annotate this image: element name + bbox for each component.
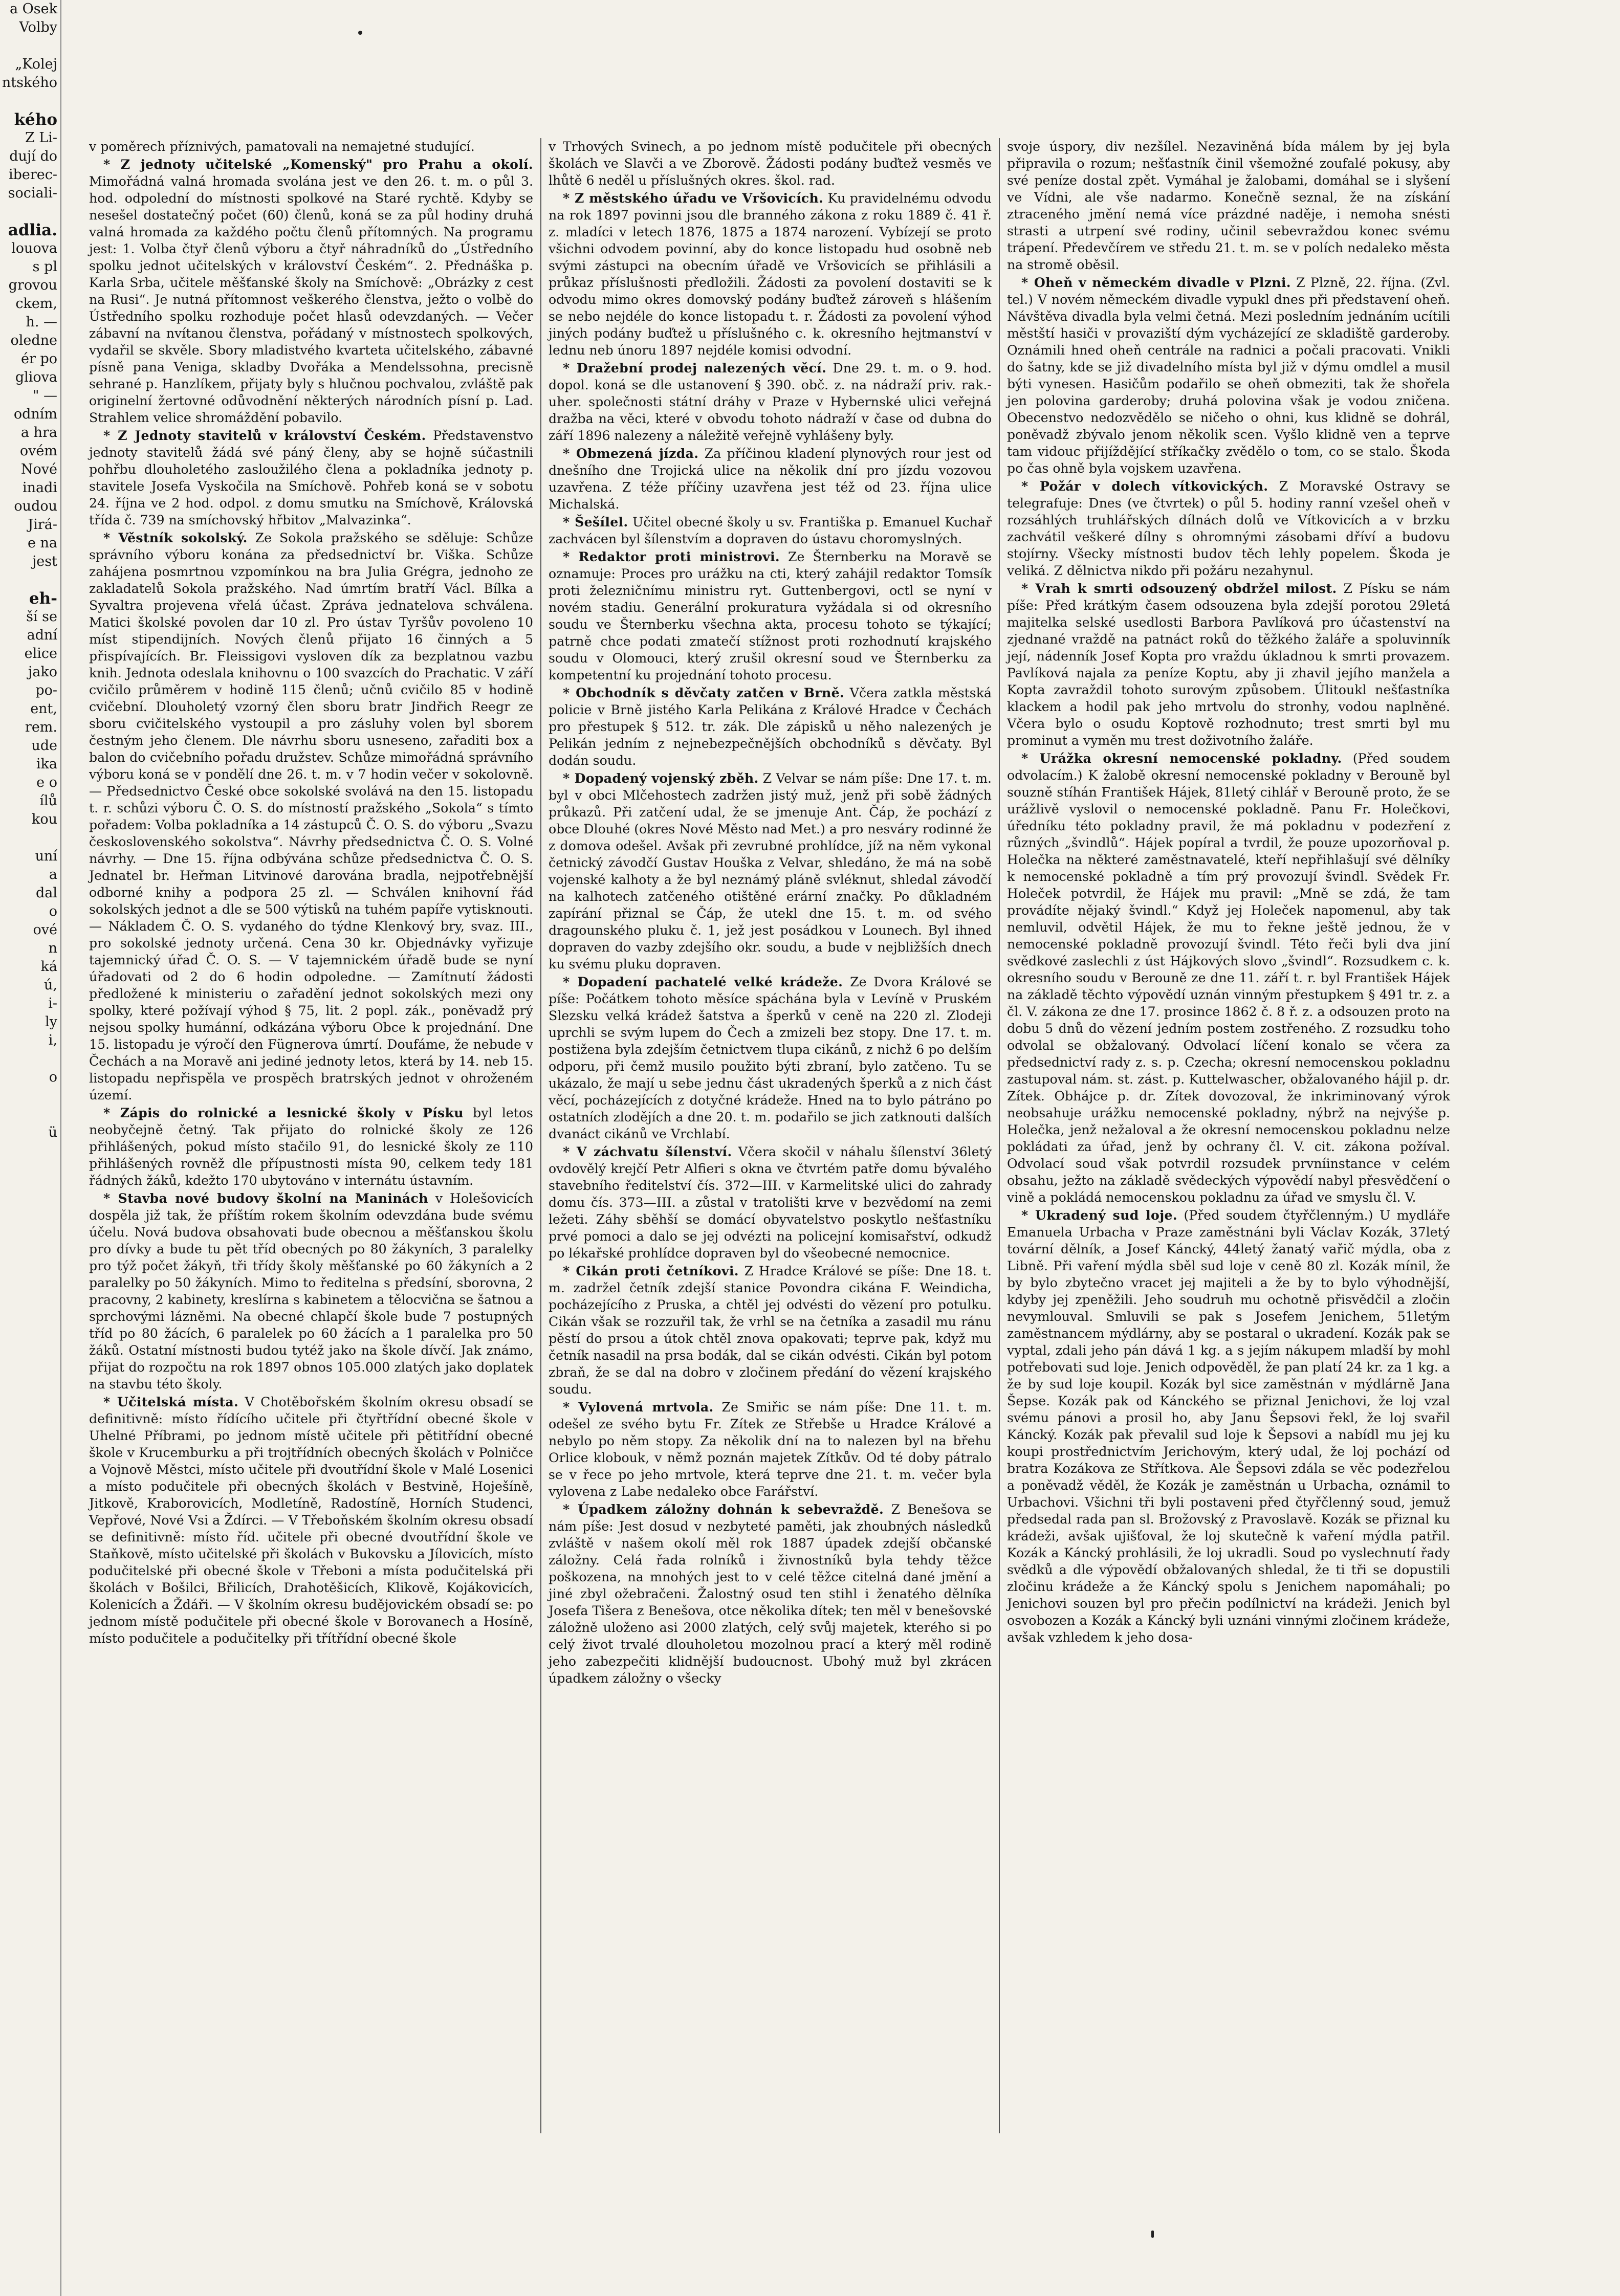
strip-line: ovém: [19, 443, 57, 459]
strip-line: uní: [35, 848, 57, 864]
strip-line: kou: [31, 811, 57, 827]
article-body: Ze Dvora Králové se píše: Počátkem tohoto měsíce spáchána byla v Levíně v Pruském Slezsku velká krádež šatstva a šperků v ceně na 220 zl. Zlodeji uprchli se svým lupem do Čech a zmizeli bez stopy. Dne 17. t. m. postižena byla zdejším četnictvem tlupa cikánů, z nichž 6 po delším odporu, při čemž musilo použito býti zbraní, bylo zatčeno. Tu se ukázalo, že mají u sebe jednu část ukradených šperků a z nich část věcí, pocházejících z dotyčné krádeže. Hned na to bylo pátráno po ostatních zlodějích a dne 20. t. m. podařilo se jich zatknouti dalších dvanáct cikánů ve Vrchlabí.: [549, 975, 992, 1141]
article-body: v Trhových Svinech, a po jednom místě podučitele při obecných školách ve Slavči a ve Zborově. Žádosti podány buďtež vesměs ve lhůtě 6 neděl u příslušných okres. škol. rad.: [549, 139, 992, 188]
article-paragraph: [549, 514, 992, 547]
strip-line: kého: [14, 111, 57, 129]
strip-line: po-: [35, 682, 57, 698]
strip-line: ká: [40, 959, 57, 975]
strip-line: ú,: [44, 977, 57, 993]
article-headline: * Vylovená mrtvola.: [563, 1399, 714, 1415]
article-body: Z Velvar se nám píše: Dne 17. t. m. byl v obci Mlčehostech zadržen jistý muž, jenž při sobě žádných průkazů. Při zatčení udal, že se jmenuje Ant. Čáp, že pochází z obce Dlouhé (okres Nové Město nad Met.) a pro nesváry rodinné že z domova odešel. Avšak při zevrubné prohlídce, jíž na něm vykonal četnický závodčí Gustav Houška z Velvar, shledáno, že má na sobě vojenské kalhoty a že byl neznámý pláně svléknut, shledal závodčí na kalhotech zatčeného otištěné erární značky. Po důkladném zapírání přiznal se Čáp, že utekl dne 15. t. m. od svého dragounského pluku č. 1, jež jest posádkou v Lounech. Byl ihned dopraven do vazby zdejšího okr. soudu, a bude v nejbližších dnech ku svému pluku dopraven.: [549, 771, 992, 972]
strip-line: a Osek: [9, 1, 57, 17]
strip-line: oudou: [14, 498, 57, 514]
article-paragraph: [89, 529, 533, 1103]
print-speck: [1151, 2231, 1154, 2238]
strip-line: [0, 829, 60, 847]
strip-line: e o: [36, 775, 57, 790]
article-paragraph: [1007, 750, 1450, 1206]
strip-line: oledne: [10, 333, 57, 348]
article-headline: * Úpadkem záložny dohnán k sebevraždě.: [563, 1502, 884, 1517]
strip-line: sociali-: [8, 185, 57, 201]
article-paragraph: [549, 1501, 992, 1687]
strip-line: ude: [31, 738, 57, 754]
article-body: Mimořádná valná hromada svolána jest ve den 26. t. m. o půl 3. hod. odpolední do místnosti spolkové na Staré rychtě. Kdyby se nesešel dostatečný počet (60) členů, koná se za půl hodiny druhá valná hromada za každého počtu členů přítomných. Na programu jest: 1. Volba čtyř členů výboru a čtyř náhradníků do „Ústředního spolku jednot učitelských v království Českém“. 2. Přednáška p. Karla Srba, učitele měšťanské školy na Smíchově: „Obrázky z cest na Rusi“. Je nutná přítomnost veškerého členstva, ježto o volbě do Ústředního spolku rozhoduje počet hlasů odevzdaných. — Večer zábavní na nvítanou členstva, pořádaný v místnostech spolkových, vydařil se skvěle. Sbory mladistvého kvarteta učitelského, zábavné písně pana Veniga, skladby Dvořáka a Mendelssohna, precisně sehrané p. Hanzlíkem, přijaty byly s hlučnou pochvalou, zvláště pak originelní žertovné odůvodnění některých národních písní p. Lad. Strahlem velice shromáždění pobavilo.: [89, 174, 533, 425]
strip-line: dují do: [9, 148, 57, 164]
strip-line: [0, 203, 60, 221]
strip-line: Z Li-: [25, 130, 57, 146]
article-headline: * Z Jednoty stavitelů v království Českém.: [103, 428, 426, 443]
article-paragraph: [1007, 580, 1450, 749]
strip-line: Volby: [19, 19, 57, 35]
article-paragraph: [89, 1394, 533, 1647]
article-paragraph: [89, 156, 533, 426]
article-headline: * Obchodník s děvčaty zatčen v Brně.: [563, 685, 844, 700]
article-headline: * Zápis do rolnické a lesnické školy v Písku: [103, 1105, 464, 1120]
article-body: Za příčinou kladení plynových rour jest od dnešního dne Trojická ulice na několik dní pro jízdu vozovou uzavřena. Z téže příčiny uzavřena jest též od 23. října ulice Michalská.: [549, 446, 992, 512]
article-body: byl letos neobyčejně četný. Tak přijato do rolnické školy ze 126 přihlášených, pokud místo stačilo 91, do lesnické školy ze 110 přihlášených rovněž dle přípustnosti místa 90, celkem tedy 181 řádných žáků, kdežto 170 ubytováno v internátu ústavním.: [89, 1106, 533, 1188]
article-paragraph: [549, 685, 992, 769]
article-body: Učitel obecné školy u sv. Františka p. Emanuel Kuchař zachvácen byl šílenstvím a dopraven do ústavu choromyslných.: [549, 515, 992, 546]
article-body: v Holešovicích dospěla již tak, že příštím rokem školním odevzdána bude svému účelu. Nová budova obsahovati bude obecnou a měšťanskou školu pro dívky a bude tu pět tříd obecných po 80 žákyních, 3 paralelky pro týž počet žákyň, tři třídy školy měšťanské po 60 žákyních a 2 paralelky po 50 žákyních. Mimo to ředitelna s předsíní, sborovna, 2 pracovny, 2 kabinety, kreslírna s kabinetem a tělocvična se šatnou a sprchovými lázněmi. Na obecné chlapčí škole bude 7 postupných tříd po 80 žácích, 6 paralelek po 60 žácích a 1 paralelka pro 50 žáků. Ostatní místnosti budou tytéž jako na škole dívčí. Jak známo, přijat do rozpočtu na rok 1897 obnos 105.000 zlatých jako doplatek na stavbu této školy.: [89, 1191, 533, 1392]
strip-line: grovou: [8, 277, 57, 293]
article-paragraph: [1007, 138, 1450, 273]
article-body: v poměrech příznivých, pamatovali na nemajetné studující.: [89, 139, 475, 154]
strip-line: ckem,: [15, 296, 57, 312]
strip-line: ü: [48, 1124, 57, 1140]
strip-line: adlia.: [8, 221, 57, 239]
article-headline: * Obmezená jízda.: [563, 446, 699, 461]
strip-line: ika: [36, 756, 57, 772]
strip-line: rem.: [25, 719, 57, 735]
strip-line: " —: [32, 388, 57, 404]
strip-line: ové: [33, 922, 57, 938]
article-headline: * V záchvatu šílenství.: [563, 1144, 732, 1159]
strip-line: gliova: [15, 369, 57, 385]
strip-line: ent,: [30, 701, 57, 717]
article-body: Z Plzně, 22. října. (Zvl. tel.) V novém německém divadle vypukl dnes při představení oheň. Návštěva divadla byla velmi četná. Mezi posledním jednáním ucítili městští hasiči v provaziští dým vycházející ze skladiště garderoby. Oznámili hned oheň centrále na radnici a počali pracovati. Vnikli do šatny, kde se již divadelního místa byl již v dýmu omdlel a musil býti vynesen. Hasičům podařilo se oheň obmeziti, tak že shořela jen polovina garderoby; druhá polovina však je vodou zničena. Obecenstvo nedozvědělo se ničeho o ohni, kus klidně se dohrál, poněvadž zbývalo jenom několik scen. Vyšlo klidně ven a teprve tam vidouc přijíždějící stříkačky zvědělo o tom, co se stalo. Škoda po čas ohně byla vojskem uzavřena.: [1007, 275, 1450, 476]
strip-line: ší se: [26, 609, 57, 625]
article-body: (Před soudem odvolacím.) K žalobě okresní nemocenské pokladny v Berouně byl souzně stíhán František Hájek, 81letý cihlář v Berouně proto, že se urážlivě vyslovil o nemocenské pokladně. Panu Fr. Holečkovi, úředníku této pokladny pravil, že má pokladnu v podezření z různých „švindlů“. Hájek popíral a tvrdil, že pouze upozorňoval p. Holečka na některé zaměstnavatelé, kteří nepřihlašují své dělníky k nemocenské pokladně a tím prý provozují švindl. Svědek Fr. Holeček potvrdil, že Hájek mu pravil: „Mně se zdá, že tam provádíte nějaký švindl.“ Když jej Holeček napomenul, aby tak nemluvil, odvětil Hájek, že mu to řekne ještě jednou, že v nemocenské pokladně provozují švindl. Této řeči byli dva jiní svědkové zaslechli z úst Hájkových slovo „švindl“. Rozsudkem c. k. okresního soudu v Berouně ze dne 11. září t. r. byl František Hájek na základě těchto výpovědí uznán vinným přestupkem § 491 tr. z. a čl. V. zákona ze dne 17. prosince 1862 č. 8 ř. z. a odsouzen proto na dobu 5 dnů do vězení jedním postem zostřeného. Z rozsudku toho odvolal se obžalovaný. Odvolací líčení konalo se včera za předsednictví rady z. s. p. Czecha; okresní nemocenskou pokladnu zastupoval nám. st. zást. p. Kuttelwascher, obžalovaného hájil p. dr. Zítek. Obhájce p. dr. Zítek dovozoval, že inkriminovaný výrok neobsahuje urážku nemocenské pokladny, nýbrž na nejvýše p. Holečka, jenž nežaloval a že okresní nemocenskou pokladnu nelze pokládati za úřad, jenž by ochrany čl. V. cit. zákona požíval. Odvolací soud však potvrdil rozsudek prvníinstance v celém obsahu, ježto na základě svědeckých výpovědí nabyl přesvědčení o vině a pokládá nemocenskou pokladnu za úřad ve smyslu čl. V.: [1007, 751, 1450, 1205]
article-headline: * Redaktor proti ministrovi.: [563, 549, 780, 564]
article-paragraph: [89, 1190, 533, 1393]
article-headline: * Stavba nové budovy školní na Maninách: [103, 1190, 428, 1206]
article-paragraph: [89, 427, 533, 528]
article-body: Ze Sokola pražského se sděluje: Schůze správního výboru konána za předsednictví br. Viška. Schůze zahájena posmrtnou vzpomínkou na bra Julia Grégra, jednoho ze zakladatelů Sokola pražského. Nad úmrtím bratří Václ. Bílka a Syvaltra projevena vřelá účast. Zpráva jednatelova schválena. Matici školské povolen dar 10 zl. Pro ústav Tyršův povoleno 10 míst stipendijních. Nových členů přijato 16 činných a 5 přispívajících. Br. Fleissigovi vysloven dík za bezplatnou vazbu knih. Jednota odeslala knihovnu o 100 svazcích do Prachatic. V září cvičilo průměrem v hodině 115 členů; učnů cvičilo 85 v hodině cvičební. Dlouholetý vzorný člen sboru bratr Jindřich Reegr ze sboru cvičitelského vystoupil a pro zásluhy volen byl sborem čestným jeho členem. Dle návrhu sboru usneseno, zařaditi box a balon do cvičebního pořadu družstev. Schůze mimořádná správního výboru koná se v pondělí dne 26. t. m. v 7 hodin večer v sokolovně. — Předsednictvo České obce sokolské svolává na den 15. listopadu t. r. schůzi výboru Č. O. S. do místností pražského „Sokola“ s tímto pořadem: Volba pokladníka a 14 zástupců Č. O. S. do výboru „Svazu československého sokolstva“. Návrhy předsednictva Č. O. S. Volné návrhy. — Dne 15. října odbývána schůze předsednictva Č. O. S. Jednatel br. Heřman Litvinové darována bradla, nejpotřebnější odborné knihy a podpora 25 zl. — Schválen knihovní řád sokolských jednot a dle se 500 výtisků na tuhém papíře vytisknouti. — Nákladem Č. O. S. vydaného do týdne Klenkový bry, svaz. III., pro sokolské jednoty určená. Cena 30 kr. Objednávky vyřizuje tajemnický úřad Č. O. S. — V tajemnickém úřadě bude se nyní úřadovati od 2 do 6 hodin odpoledne. — Zamítnutí žádosti předložené k ministeriu o zařadění jednot sokolských mezi ony spolky, které požívají výhod § 75, lit. 2 popl. zák., poněvadž prý nejsou spolky humánní, odkázána výboru Obce k projednání. Dne 15. listopadu je výročí den Fügnerova úmrtí. Doufáme, že nebude v Čechách a na Moravě ani jediné jednoty letos, která by 14. neb 15. listopadu nepřispěla ve prospěch bratrských jednot v ohroženém území.: [89, 531, 533, 1102]
article-paragraph: [549, 1143, 992, 1262]
strip-line: a hra: [20, 425, 57, 440]
article-paragraph: [549, 445, 992, 513]
article-body: Z Hradce Králové se píše: Dne 18. t. m. zadržel četník zdejší stanice Povondra cikána F. Weindicha, pocházejícího z Pruska, a chtěl jej odvésti do vězení pro potulku. Cikán však se rozzuřil tak, že vrhl se na četníka a zasadil mu ránu pěstí do prsou a útok chtěl znova opakovati; teprve pak, když mu četník nasadil na prsa bodák, dal se cikán odvésti. Cikán byl potom zbraň, že se dal na dobro v zločinem předání do vězení krajského soudu.: [549, 1264, 992, 1397]
article-paragraph: [549, 770, 992, 973]
left-adjacent-page-strip: [0, 0, 61, 2296]
article-headline: * Dražební prodej nalezených věcí.: [563, 360, 827, 376]
article-paragraph: [549, 360, 992, 444]
strip-line: jako: [28, 664, 57, 680]
article-paragraph: [89, 138, 533, 155]
strip-line: louova: [11, 240, 57, 256]
article-columns: [82, 138, 1474, 2133]
article-paragraph: [549, 190, 992, 359]
strip-line: [0, 37, 60, 55]
article-headline: * Šešílel.: [563, 514, 628, 529]
article-body: Ku pravidelnému odvodu na rok 1897 povinni jsou dle branného zákona z roku 1889 č. 41 ř. z. mladíci v letech 1876, 1875 a 1874 narození. Vybízejí se proto všichni odvodem povinní, aby do konce listopadu hud osobně neb svými zástupci na obecním úřadě ve Vršovicích se přihlásili a průkaz příslušnosti předložili. Žádosti za povolení dostaviti se k odvodu mimo okres domovský podány buďtež zároveň s hlášením se nebo nejdéle do konce listopadu t. r. Žádosti za povolení výhod jiných podány buďtež u příslušného c. k. okresního hejtmanství v lednu neb únoru 1897 nejdéle komisi odvodní.: [549, 191, 992, 358]
article-paragraph: [1007, 1207, 1450, 1646]
strip-line: inadi: [22, 480, 57, 496]
article-paragraph: [549, 974, 992, 1142]
article-headline: * Z městského úřadu ve Vršovicích.: [563, 190, 824, 206]
column-3: [999, 138, 1457, 2133]
strip-line: [0, 1050, 60, 1068]
strip-line: i,: [48, 1032, 57, 1048]
strip-line: n: [48, 940, 57, 956]
strip-line: i-: [48, 996, 57, 1011]
strip-line: [0, 92, 60, 111]
article-body: V Chotěbořském školním okresu obsadí se definitivně: místo řídícího učitele při čtyřtřídní obecné škole v Uhelné Příbrami, po jednom místě učitele při pětitřídní obecné škole v Krucemburku a při trojtřídních obecných školách v Polničce a Vojnově Městci, místo učitele při dvoutřídní škole v Malé Losenici a místo podučitele při obecných školách v Bestvině, Hoješíně, Jitkově, Kraborovicích, Modletíně, Radostíně, Horních Studenci, Vepřové, Nové Vsi a Ždírci. — V Třeboňském školním okresu obsadí se definitivně: místo říd. učitele při obecné dvoutřídní škole ve Staňkově, místo učitelské při školách v Bukovsku a Jílovicích, místo podučitelské při obecné škole v Třeboni a místa podučitelská při školách v Bošilci, Břilicích, Drahotěšicích, Klikově, Kojákovicích, Kolenicích a Ždáři. — V školním okresu budějovickém obsadí se: po jednom místě podučitele při obecné škole v Borovanech a Hosíně, místo podučitele a podučitelky při třítřídní obecné škole: [89, 1395, 533, 1646]
strip-line: a: [49, 867, 57, 882]
strip-line: ly: [45, 1014, 57, 1030]
strip-line: o: [49, 1069, 57, 1085]
strip-line: o: [49, 903, 57, 919]
article-body: Ze Šternberku na Moravě se oznamuje: Proces pro urážku na cti, který zahájil redaktor Tomsík proti železničnímu ministru ryt. Guttenbergovi, octl se nyní v novém stadiu. Generální prokuratura vyžádala si od okresního soudu ve Šternberku všechna akta, procesu tohoto se týkající; patrně chce podati zmatečí stížnost proti rozhodnutí krajského soudu v Olomouci, který zrušil okresní soud ve Šternberku za kompetentní ku projednání tohoto procesu.: [549, 549, 992, 682]
article-body: (Před soudem čtyřčlenným.) U mydláře Emanuela Urbacha v Praze zaměstnáni byli Václav Kozák, 37letý tovární dělník, a Josef Káncký, 44letý žanatý vařič mýdla, oba z Libně. Při vaření mýdla sběl sud loje v ceně 80 zl. Kozák mínil, že by bylo zbytečno vracet jej majiteli a že by to bylo výhodnější, kdyby jej zpeněžili. Jeho soudruh mu ochotně přisvědčil a zločin nevymlouval. Smluvili se pak s Josefem Jenichem, 51letým zaměstnancem mýdlárny, aby se postaral o ukradení. Kozák pak se vyptal, zdali jeho pán dává 1 kg. a s jejím nákupem mladší by mohl potřebovati sud loje. Jenich odpověděl, že pan platí 24 kr. za 1 kg. a že by sud loje koupil. Kozák byl sice zaměstnán v mýdlárně Jana Šepse. Kozák pak od Kánckého se přiznal Jenichovi, že loj vzal svému pánovi a prosil ho, aby Janu Šepsovi řekl, že loj svařil Káncký. Kozák pak převalil sud loje k Šepsovi a nabídl mu jej ku koupi prostřednictvím Jerichovým, který udal, že loj pochází od bratra Kozákova ze Střítkova. Ale Šepsovi zdála se věc podezřelou a poněvadž věděl, že Kozák je zaměstnán u Urbacha, oznámil to Urbachovi. Všichni tři byli postaveni před čtyřčlenný soud, jemuž předsedal rada pan sl. Brožovský z Pravoslavě. Kozák se přiznal ku krádeži, avšak ujišťoval, že loj skutečně k vaření mýdla patřil. Kozák a Káncký prohlásili, že loj ukradli. Soud po vyslechnutí řady svědků a dle výpovědí obžalovaných shledal, že ti tři se dopustili zločinu krádeže a že Káncký spolu s Jenichem napomáhali; po Jenichovi souzen byl pro přečin podílnictví na krádeži. Jenich byl osvobozen a Kozák a Káncký byli uznáni vinnými zločinem krádeže, avšak vzhledem k jeho dosa-: [1007, 1208, 1450, 1645]
article-body: svoje úspory, div nezšílel. Nezaviněná bída málem by jej byla připravila o rozum; nešťastník činil všemožné zoufalé pokusy, aby své peníze dostal zpět. Vymáhal je žalobami, domáhal se i slyšení ve Vídni, ale vše nadarmo. Konečně seznal, že na získání ztraceného jmění nemá více prázdné naděje, i nemoha snésti strasti a utrpení své rodiny, učinil sebevraždou konec svému trápení. Předevčírem ve středu 21. t. m. se v polích nedaleko města na stromě oběsil.: [1007, 139, 1450, 272]
strip-line: dal: [35, 885, 57, 901]
article-body: Z Moravské Ostravy se telegrafuje: Dnes (ve čtvrtek) o půl 5. hodiny ranní vzešel oheň v rozsáhlých truhlářských dílnách dolů ve Vítkovicích a v brzku zachvátil veškeré dílny s ohromnými zásobami dříví a budovu stojírny. Všecky místnosti budov těch lehly popelem. Škoda je veliká. Z dělnictva nikdo při požáru nezahynul.: [1007, 479, 1450, 578]
article-headline: * Urážka okresní nemocenské pokladny.: [1021, 750, 1342, 766]
article-body: Ze Smiřic se nám píše: Dne 11. t. m. odešel ze svého bytu Fr. Zítek ze Střebše u Hradce Králové a nebylo po něm stopy. Za několik dní na to nalezen byl na břehu Orlice klobouk, v němž poznán majetek Zítkův. Od té doby pátralo se v řece po jeho mrtvole, která teprve dne 21. t. m. večer byla vylovena z Labe nedaleko obce Farářství.: [549, 1400, 992, 1499]
article-paragraph: [549, 138, 992, 189]
article-headline: * Věstník sokolský.: [103, 530, 248, 545]
article-paragraph: [549, 1399, 992, 1500]
article-headline: * Oheň v německém divadle v Plzni.: [1021, 275, 1291, 290]
strip-line: Nové: [20, 461, 57, 477]
strip-line: Jirá-: [28, 517, 57, 533]
column-2: [540, 138, 999, 2133]
strip-line: h. —: [26, 314, 57, 330]
article-paragraph: [1007, 478, 1450, 579]
strip-line: s pl: [32, 259, 57, 275]
article-body: Představenstvo jednoty stavitelů žádá své páný členy, aby se hojně súčastnili pohřbu dlouholetého zasloužilého člena a pokladníka jednoty p. stavitele Josefa Vyskočila na Smíchově. Pohřeb koná se v sobotu 24. října ve 2 hod. odpol. z domu smutku na Smíchově, Královská třída č. 739 na smíchovský hřbitov „Malvazinka“.: [89, 428, 533, 527]
print-speck: [358, 31, 362, 35]
article-paragraph: [89, 1105, 533, 1189]
strip-line: odním: [13, 406, 57, 422]
article-headline: * Dopadení pachatelé velké krádeže.: [563, 974, 843, 989]
column-1: [82, 138, 540, 2133]
article-headline: * Vrah k smrti odsouzený obdržel milost.: [1021, 581, 1337, 596]
article-body: Dne 29. t. m. o 9. hod. dopol. koná se dle ustanovení § 390. obč. z. na nádraží priv. rak.-uher. společnosti státní dráhy v Praze v Hybernské ulici veřejná dražba na věci, které v obvodu tohoto nádraží v čase od dubna do září 1896 nalezeny a náležitě veřejně vyhlášeny byly.: [549, 361, 992, 443]
article-paragraph: [1007, 274, 1450, 477]
strip-line: [0, 571, 60, 589]
article-body: Z Písku se nám píše: Před krátkým časem odsouzena byla zdejší porotou 29letá majitelka selské usedlosti Barbora Pavlíková pro účastenství na zjednané vraždě na patnáct roků do těžkého žaláře a spoluvinník její, nádenník Josef Kopta pro vraždu úkladnou k smrti provazem. Pavlíková najala za peníze Koptu, aby ji zhavil jejího manžela a Kopta zavraždil tohoto surovým způsobem. Úlitoukl nešťastníka klackem a hodil pak jeho mrtvolu do stronhy, vodou naplněné. Včera bylo o osudu Koptově rozhodnuto; trest smrti byl mu prominut a vyměn mu trest doživotního žaláře.: [1007, 581, 1451, 748]
strip-line: ntského: [2, 75, 57, 91]
article-paragraph: [549, 548, 992, 683]
strip-line: [0, 1087, 60, 1105]
strip-line: iberec-: [8, 167, 57, 183]
article-body: Včera skočil v náhalu šílenství 36letý ovdovělý krejčí Petr Alfieri s okna ve čtvrtém patře domu bývalého stavebního ředitelství čís. 372—III. v Karmelitské ulici do zahrady domu čís. 373—III. a zůstal v tratolišti krve v bezvědomí na zemi ležeti. Záhy sběhší se domácí obyvatelstvo poskytlo nešťastníku prvé pomoci a dalo se jej odvézti na policejní komisařství, odkudž po lékařské prohlídce dopraven byl do všeobecné nemocnice.: [549, 1144, 992, 1261]
strip-line: adní: [27, 627, 57, 643]
article-headline: * Cikán proti četníkovi.: [563, 1263, 739, 1278]
article-headline: * Ukradený sud loje.: [1021, 1207, 1177, 1223]
article-body: Včera zatkla městská policie v Brně jistého Karla Pelikána z Králové Hradce v Čechách pro přestupek § 512. tr. zák. Dle zápisků u něho nalezených je Pelikán jedním z nejnebezpečnějších obchodníků s děvčaty. Byl dodán soudu.: [549, 686, 992, 768]
strip-line: [0, 1105, 60, 1123]
strip-line: jest: [32, 554, 57, 569]
strip-line: elice: [24, 646, 57, 661]
article-headline: * Dopadený vojenský zběh.: [563, 770, 759, 786]
article-headline: * Požár v dolech vítkovických.: [1021, 478, 1268, 494]
strip-line: e na: [27, 535, 57, 551]
article-headline: * Z jednoty učitelské „Komenský" pro Prahu a okolí.: [103, 157, 533, 172]
strip-line: ér po: [20, 351, 57, 367]
strip-line: „Kolej: [15, 56, 57, 72]
strip-line: eh-: [29, 589, 57, 608]
article-paragraph: [549, 1263, 992, 1398]
strip-line: ílů: [39, 793, 57, 809]
article-headline: * Učitelská místa.: [103, 1394, 239, 1409]
article-body: Z Benešova se nám píše: Jest dosud v nezbyteté paměti, jak zhoubných následků zvláště v našem okolí měl rok 1887 úpadek zdejší občanské záložny. Celá řada rolníků i živnostníků byla tehdy těžce poškozena, na mnohých jest to v celé těžce citelná dané jmění a jiné zbyl ožebračeni. Žalostný osud ten stihl i ženatého dělníka Josefa Tišera z Benešova, otce několika dítek; ten měl v benešovské záložně uloženo asi 2000 zlatých, celý svůj majetek, kterého si po celý život trvalé dlouholetou mozolnou prací a který měl rodině jeho zabezpečiti klidnější budoucnost. Ubohý muž byl zkrácen úpadkem záložny o všecky: [549, 1502, 992, 1686]
